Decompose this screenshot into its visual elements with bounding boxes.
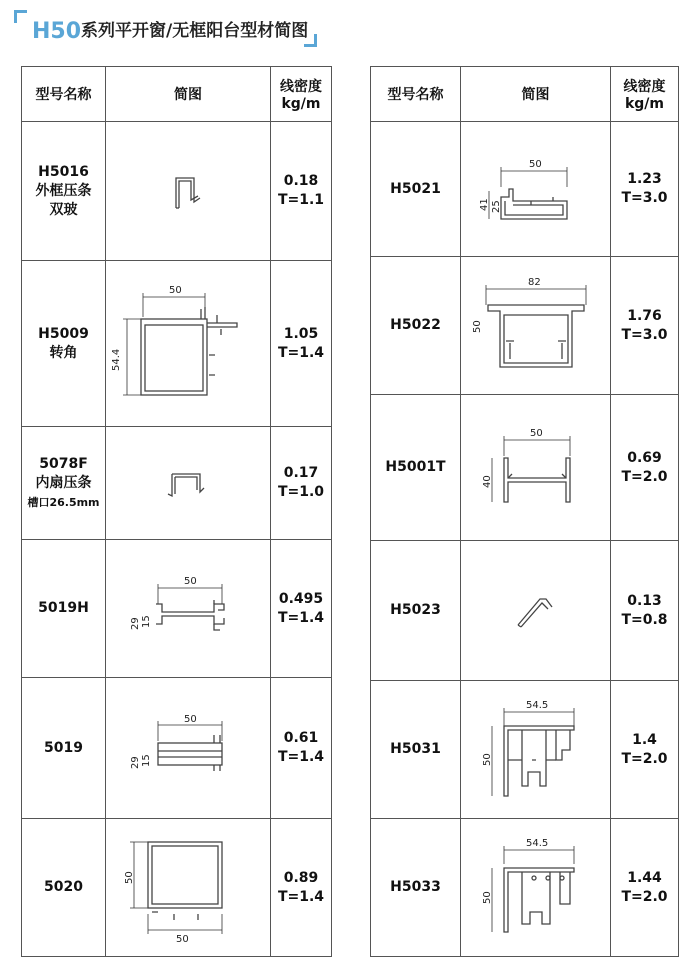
profile-h5001t-diagram bbox=[476, 418, 596, 518]
model-name bbox=[22, 122, 106, 261]
density-cell bbox=[611, 541, 679, 681]
dim-label: 54.4 bbox=[111, 348, 122, 371]
model-name bbox=[371, 395, 461, 541]
thickness-value: T=0.8 bbox=[621, 611, 668, 628]
left-profile-table bbox=[21, 66, 332, 957]
title-corner-right bbox=[304, 34, 317, 47]
header-density-unit: kg/m bbox=[624, 96, 665, 112]
profile-diagram bbox=[106, 678, 271, 819]
dim-label: 50 bbox=[481, 752, 493, 766]
density-cell bbox=[271, 819, 332, 957]
density-value: 1.4 bbox=[632, 731, 657, 748]
page-title bbox=[14, 10, 314, 50]
model-code: H5009 bbox=[38, 325, 89, 342]
density-cell bbox=[611, 122, 679, 257]
density-cell bbox=[611, 819, 679, 957]
profile-diagram bbox=[106, 819, 271, 957]
density-cell bbox=[611, 681, 679, 819]
profile-5020-diagram bbox=[118, 828, 258, 948]
thickness-value: T=2.0 bbox=[621, 468, 668, 485]
density-cell bbox=[271, 261, 332, 427]
table-row bbox=[371, 681, 679, 819]
profile-5019h-diagram bbox=[128, 574, 248, 644]
density-value: 1.76 bbox=[627, 307, 662, 324]
model-code: H5021 bbox=[390, 180, 441, 197]
thickness-value: T=1.4 bbox=[277, 344, 325, 361]
profile-diagram bbox=[106, 540, 271, 678]
model-code: H5023 bbox=[390, 602, 441, 618]
profile-diagram bbox=[106, 427, 271, 540]
profile-h5023-diagram bbox=[496, 581, 576, 641]
table-row bbox=[371, 257, 679, 395]
header-density-unit: kg/m bbox=[281, 96, 321, 112]
dim-label: 54.5 bbox=[525, 837, 548, 849]
table-row bbox=[22, 819, 332, 957]
model-name bbox=[22, 819, 106, 957]
model-code: 5019H bbox=[38, 600, 89, 616]
model-code: 5020 bbox=[44, 879, 83, 895]
profile-h5021-diagram bbox=[471, 139, 601, 239]
profile-h5031-diagram bbox=[476, 690, 596, 810]
thickness-value: T=2.0 bbox=[621, 750, 668, 767]
header-name: 型号名称 bbox=[371, 67, 461, 122]
profile-h5022-diagram bbox=[466, 271, 606, 381]
density-cell bbox=[271, 540, 332, 678]
dim-label: 50 bbox=[528, 159, 542, 170]
thickness-value: T=2.0 bbox=[621, 888, 668, 905]
density-cell bbox=[611, 257, 679, 395]
model-name bbox=[22, 261, 106, 427]
table-row bbox=[371, 122, 679, 257]
dim-label: 15 bbox=[141, 614, 152, 628]
model-name bbox=[371, 819, 461, 957]
model-code: H5016 bbox=[38, 163, 89, 180]
header-density-label: 线密度 bbox=[280, 79, 322, 95]
dim-label: 41 bbox=[478, 198, 490, 211]
dim-label: 40 bbox=[481, 474, 493, 488]
header-density bbox=[611, 67, 679, 122]
title-corner-left bbox=[14, 10, 27, 23]
table-row bbox=[22, 678, 332, 819]
density-value: 0.69 bbox=[627, 449, 662, 466]
title-text bbox=[32, 18, 308, 44]
model-desc: 双玻 bbox=[49, 201, 78, 218]
table-row bbox=[22, 122, 332, 261]
header-name: 型号名称 bbox=[22, 67, 106, 122]
profile-diagram bbox=[106, 261, 271, 427]
table-row bbox=[371, 395, 679, 541]
model-name bbox=[22, 678, 106, 819]
profile-h5009-diagram bbox=[113, 279, 263, 409]
dim-label: 50 bbox=[184, 575, 197, 587]
dim-label: 29 bbox=[130, 616, 141, 630]
model-desc: 转角 bbox=[49, 344, 78, 361]
table-row bbox=[22, 427, 332, 540]
header-diagram: 简图 bbox=[461, 67, 611, 122]
density-value: 1.05 bbox=[283, 325, 319, 342]
dim-label: 50 bbox=[124, 870, 135, 884]
table-row bbox=[371, 819, 679, 957]
left-header-row bbox=[22, 67, 332, 122]
density-cell bbox=[271, 427, 332, 540]
density-cell bbox=[271, 678, 332, 819]
right-header-row bbox=[371, 67, 679, 122]
model-name bbox=[22, 540, 106, 678]
thickness-value: T=3.0 bbox=[621, 190, 668, 206]
title-rest: 系列平开窗/无框阳台型材简图 bbox=[81, 21, 309, 41]
dim-label: 15 bbox=[141, 754, 152, 767]
dim-label: 54.5 bbox=[525, 699, 548, 711]
model-name bbox=[371, 257, 461, 395]
model-code: 5019 bbox=[44, 739, 83, 756]
dim-label: 25 bbox=[490, 200, 502, 213]
header-density-label: 线密度 bbox=[623, 79, 666, 95]
dim-label: 50 bbox=[481, 890, 493, 904]
dim-label: 29 bbox=[130, 756, 141, 769]
density-cell bbox=[271, 122, 332, 261]
density-value: 0.495 bbox=[278, 590, 324, 607]
profile-diagram bbox=[461, 395, 611, 541]
model-name bbox=[371, 681, 461, 819]
profile-5019-diagram bbox=[128, 713, 248, 783]
thickness-value: T=3.0 bbox=[621, 326, 668, 343]
table-row bbox=[371, 541, 679, 681]
profile-diagram bbox=[461, 541, 611, 681]
model-code: H5001T bbox=[385, 459, 446, 475]
density-value: 0.17 bbox=[283, 465, 319, 481]
model-desc: 内扇压条 bbox=[35, 474, 92, 491]
table-row bbox=[22, 540, 332, 678]
thickness-value: T=1.0 bbox=[277, 484, 325, 500]
dim-label: 50 bbox=[169, 284, 182, 296]
right-profile-table bbox=[370, 66, 679, 957]
model-desc: 槽口26.5mm bbox=[27, 495, 100, 509]
thickness-value: T=1.4 bbox=[277, 609, 325, 626]
model-code: H5022 bbox=[390, 317, 441, 333]
model-code: H5031 bbox=[390, 741, 441, 757]
density-value: 0.61 bbox=[283, 730, 319, 746]
profile-diagram bbox=[461, 819, 611, 957]
model-code: H5033 bbox=[390, 879, 441, 895]
profile-h5033-diagram bbox=[476, 828, 596, 948]
model-name bbox=[22, 427, 106, 540]
density-value: 1.23 bbox=[627, 171, 662, 187]
model-code: 5078F bbox=[39, 455, 88, 472]
dim-label: 50 bbox=[529, 427, 543, 439]
thickness-value: T=1.4 bbox=[277, 749, 325, 765]
model-desc: 外框压条 bbox=[35, 182, 92, 199]
density-cell bbox=[611, 395, 679, 541]
table-row bbox=[22, 261, 332, 427]
profile-5078f-diagram bbox=[158, 458, 218, 508]
header-diagram: 简图 bbox=[106, 67, 271, 122]
thickness-value: T=1.4 bbox=[277, 888, 325, 905]
profile-diagram bbox=[106, 122, 271, 261]
dim-label: 50 bbox=[176, 933, 189, 945]
profile-diagram bbox=[461, 257, 611, 395]
model-name bbox=[371, 122, 461, 257]
dim-label: 50 bbox=[184, 714, 197, 725]
title-model: H50 bbox=[32, 19, 82, 44]
header-density bbox=[271, 67, 332, 122]
density-value: 0.89 bbox=[283, 869, 319, 886]
thickness-value: T=1.1 bbox=[277, 192, 325, 208]
profile-diagram bbox=[461, 681, 611, 819]
dim-label: 50 bbox=[471, 319, 483, 333]
profile-diagram bbox=[461, 122, 611, 257]
density-value: 0.13 bbox=[627, 592, 662, 609]
profile-h5016-diagram bbox=[158, 166, 218, 216]
model-name bbox=[371, 541, 461, 681]
density-value: 0.18 bbox=[283, 173, 319, 189]
dim-label: 82 bbox=[527, 276, 541, 288]
density-value: 1.44 bbox=[627, 869, 662, 886]
